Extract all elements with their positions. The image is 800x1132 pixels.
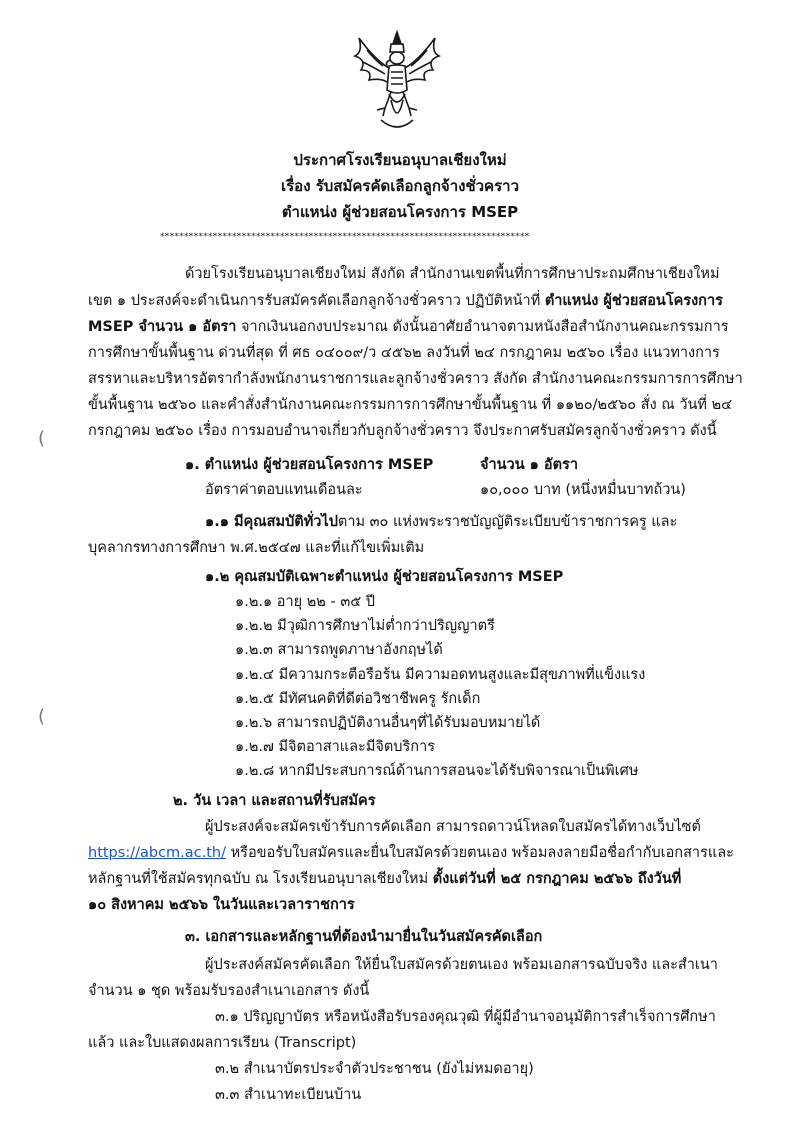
garuda-emblem-icon	[347, 30, 447, 135]
document-item-2: ๓.๒ สำเนาบัตรประจำตัวประชาชน (ยังไม่หมดอายุ)	[215, 1061, 534, 1077]
specific-qualification-item: ๑.๒.๖ สามารถปฏิบัติงานอื่นๆที่ได้รับมอบหมายได้	[235, 715, 541, 731]
salary-value: ๑๐,๐๐๐ บาท (หนึ่งหมื่นบาทถ้วน)	[480, 482, 686, 498]
hole-punch-mark: (	[38, 428, 46, 449]
intro-line-3: MSEP จำนวน ๑ อัตรา จากเงินนอกงบประมาณ ดังนั้นอาศัยอำนาจตามหนังสือสำนักงานคณะกรรมการ	[88, 319, 729, 335]
salary-label: อัตราค่าตอบแทนเดือนละ	[205, 482, 363, 498]
section1-heading: ๑. ตำแหน่ง ผู้ช่วยสอนโครงการ MSEP	[185, 457, 434, 473]
section2-line-3: หลักฐานที่ใช้สมัครทุกฉบับ ณ โรงเรียนอนุบาลเชียงใหม่ ตั้งแต่วันที่ ๒๕ กรกฎาคม ๒๕๖๖ ถึงวันที่	[88, 871, 682, 887]
specific-qualification-item: ๑.๒.๓ สามารถพูดภาษาอังกฤษได้	[235, 642, 443, 659]
announcement-subject: เรื่อง รับสมัครคัดเลือกลูกจ้างชั่วคราว	[281, 177, 519, 195]
website-link[interactable]: https://abcm.ac.th/	[88, 845, 226, 861]
separator-line: *****************************************************************************	[160, 232, 530, 242]
intro-line-4: การศึกษาขั้นพื้นฐาน ด่วนที่สุด ที่ ศธ ๐๔๐๐๙/ว ๔๕๖๒ ลงวันที่ ๒๔ กรกฎาคม ๒๕๖๐ เรื่อง แนวทางการ	[88, 345, 720, 361]
intro-line-1: ด้วยโรงเรียนอนุบาลเชียงใหม่ สังกัด สำนักงานเขตพื้นที่การศึกษาประถมศึกษาเชียงใหม่	[185, 266, 720, 282]
section1-count: จำนวน ๑ อัตรา	[480, 457, 578, 473]
section3-heading: ๓. เอกสารและหลักฐานที่ต้องนำมายื่นในวันสมัครคัดเลือก	[185, 929, 543, 945]
section2-line-2: https://abcm.ac.th/ หรือขอรับใบสมัครและยื่นใบสมัครด้วยตนเอง พร้อมลงลายมือชื่อกำกับเอกสารและ	[88, 845, 734, 861]
intro-line-5: สรรหาและบริหารอัตรากำลังพนักงานราชการและลูกจ้างชั่วคราว สังกัด สำนักงานคณะกรรมการการศึกษา	[88, 371, 743, 387]
hole-punch-mark: (	[38, 706, 46, 727]
document-item-1-line-1: ๓.๑ ปริญญาบัตร หรือหนังสือรับรองคุณวุฒิ ที่ผู้มีอำนาจอนุมัติการสำเร็จการศึกษา	[215, 1009, 716, 1025]
section3-line-2: จำนวน ๑ ชุด พร้อมรับรองสำเนาเอกสาร ดังนี้	[88, 983, 370, 999]
specific-qualification-item: ๑.๒.๒ มีวุฒิการศึกษาไม่ต่ำกว่าปริญญาตรี	[235, 618, 495, 635]
intro-line-2: เขต ๑ ประสงค์จะดำเนินการรับสมัครคัดเลือกลูกจ้างชั่วคราว ปฏิบัติหน้าที่ ตำแหน่ง ผู้ช่วยสอนโครงการ	[88, 293, 723, 309]
general-qualification-line-2: บุคลากรทางการศึกษา พ.ศ.๒๕๔๗ และที่แก้ไขเพิ่มเติม	[88, 540, 425, 556]
document-item-3: ๓.๓ สำเนาทะเบียนบ้าน	[215, 1087, 362, 1103]
specific-qualification-item: ๑.๒.๕ มีทัศนคติที่ดีต่อวิชาชีพครู รักเด็ก	[235, 690, 481, 707]
specific-qualification-item: ๑.๒.๑ อายุ ๒๒ - ๓๕ ปี	[235, 594, 376, 610]
specific-qualification-heading: ๑.๒ คุณสมบัติเฉพาะตำแหน่ง ผู้ช่วยสอนโครงการ MSEP	[205, 569, 564, 585]
specific-qualification-item: ๑.๒.๗ มีจิตอาสาและมีจิตบริการ	[235, 739, 435, 756]
intro-line-7: กรกฎาคม ๒๕๖๐ เรื่อง การมอบอำนาจเกี่ยวกับลูกจ้างชั่วคราว จึงประกาศรับสมัครลูกจ้างชั่วคราว ดังนี้	[88, 423, 717, 439]
section2-line-1: ผู้ประสงค์จะสมัครเข้ารับการคัดเลือก สามารถดาวน์โหลดใบสมัครได้ทางเว็บไซต์	[205, 819, 701, 835]
intro-line-6: ขั้นพื้นฐาน ๒๕๖๐ และคำสั่งสำนักงานคณะกรรมการการศึกษาขั้นพื้นฐาน ที่ ๑๑๒๐/๒๕๖๐ สั่ง ณ วันที่ ๒๔	[88, 397, 733, 413]
section2-heading: ๒. วัน เวลา และสถานที่รับสมัคร	[173, 793, 376, 809]
section2-line-4: ๑๐ สิงหาคม ๒๕๖๖ ในวันและเวลาราชการ	[88, 897, 355, 913]
announcement-title: ประกาศโรงเรียนอนุบาลเชียงใหม่	[293, 151, 507, 169]
section3-line-1: ผู้ประสงค์สมัครคัดเลือก ให้ยื่นใบสมัครด้วยตนเอง พร้อมเอกสารฉบับจริง และสำเนา	[205, 957, 718, 973]
document-item-1-line-2: แล้ว และใบแสดงผลการเรียน (Transcript)	[88, 1035, 357, 1051]
general-qualification-line-1: ๑.๑ มีคุณสมบัติทั่วไปตาม ๓๐ แห่งพระราชบัญญัติระเบียบข้าราชการครู และ	[205, 514, 678, 530]
specific-qualification-item: ๑.๒.๘ หากมีประสบการณ์ด้านการสอนจะได้รับพิจารณาเป็นพิเศษ	[235, 763, 639, 780]
announcement-position: ตำแหน่ง ผู้ช่วยสอนโครงการ MSEP	[281, 203, 519, 221]
specific-qualification-item: ๑.๒.๔ มีความกระตือรือร้น มีความอดทนสูงและมีสุขภาพที่แข็งแรง	[235, 666, 646, 683]
